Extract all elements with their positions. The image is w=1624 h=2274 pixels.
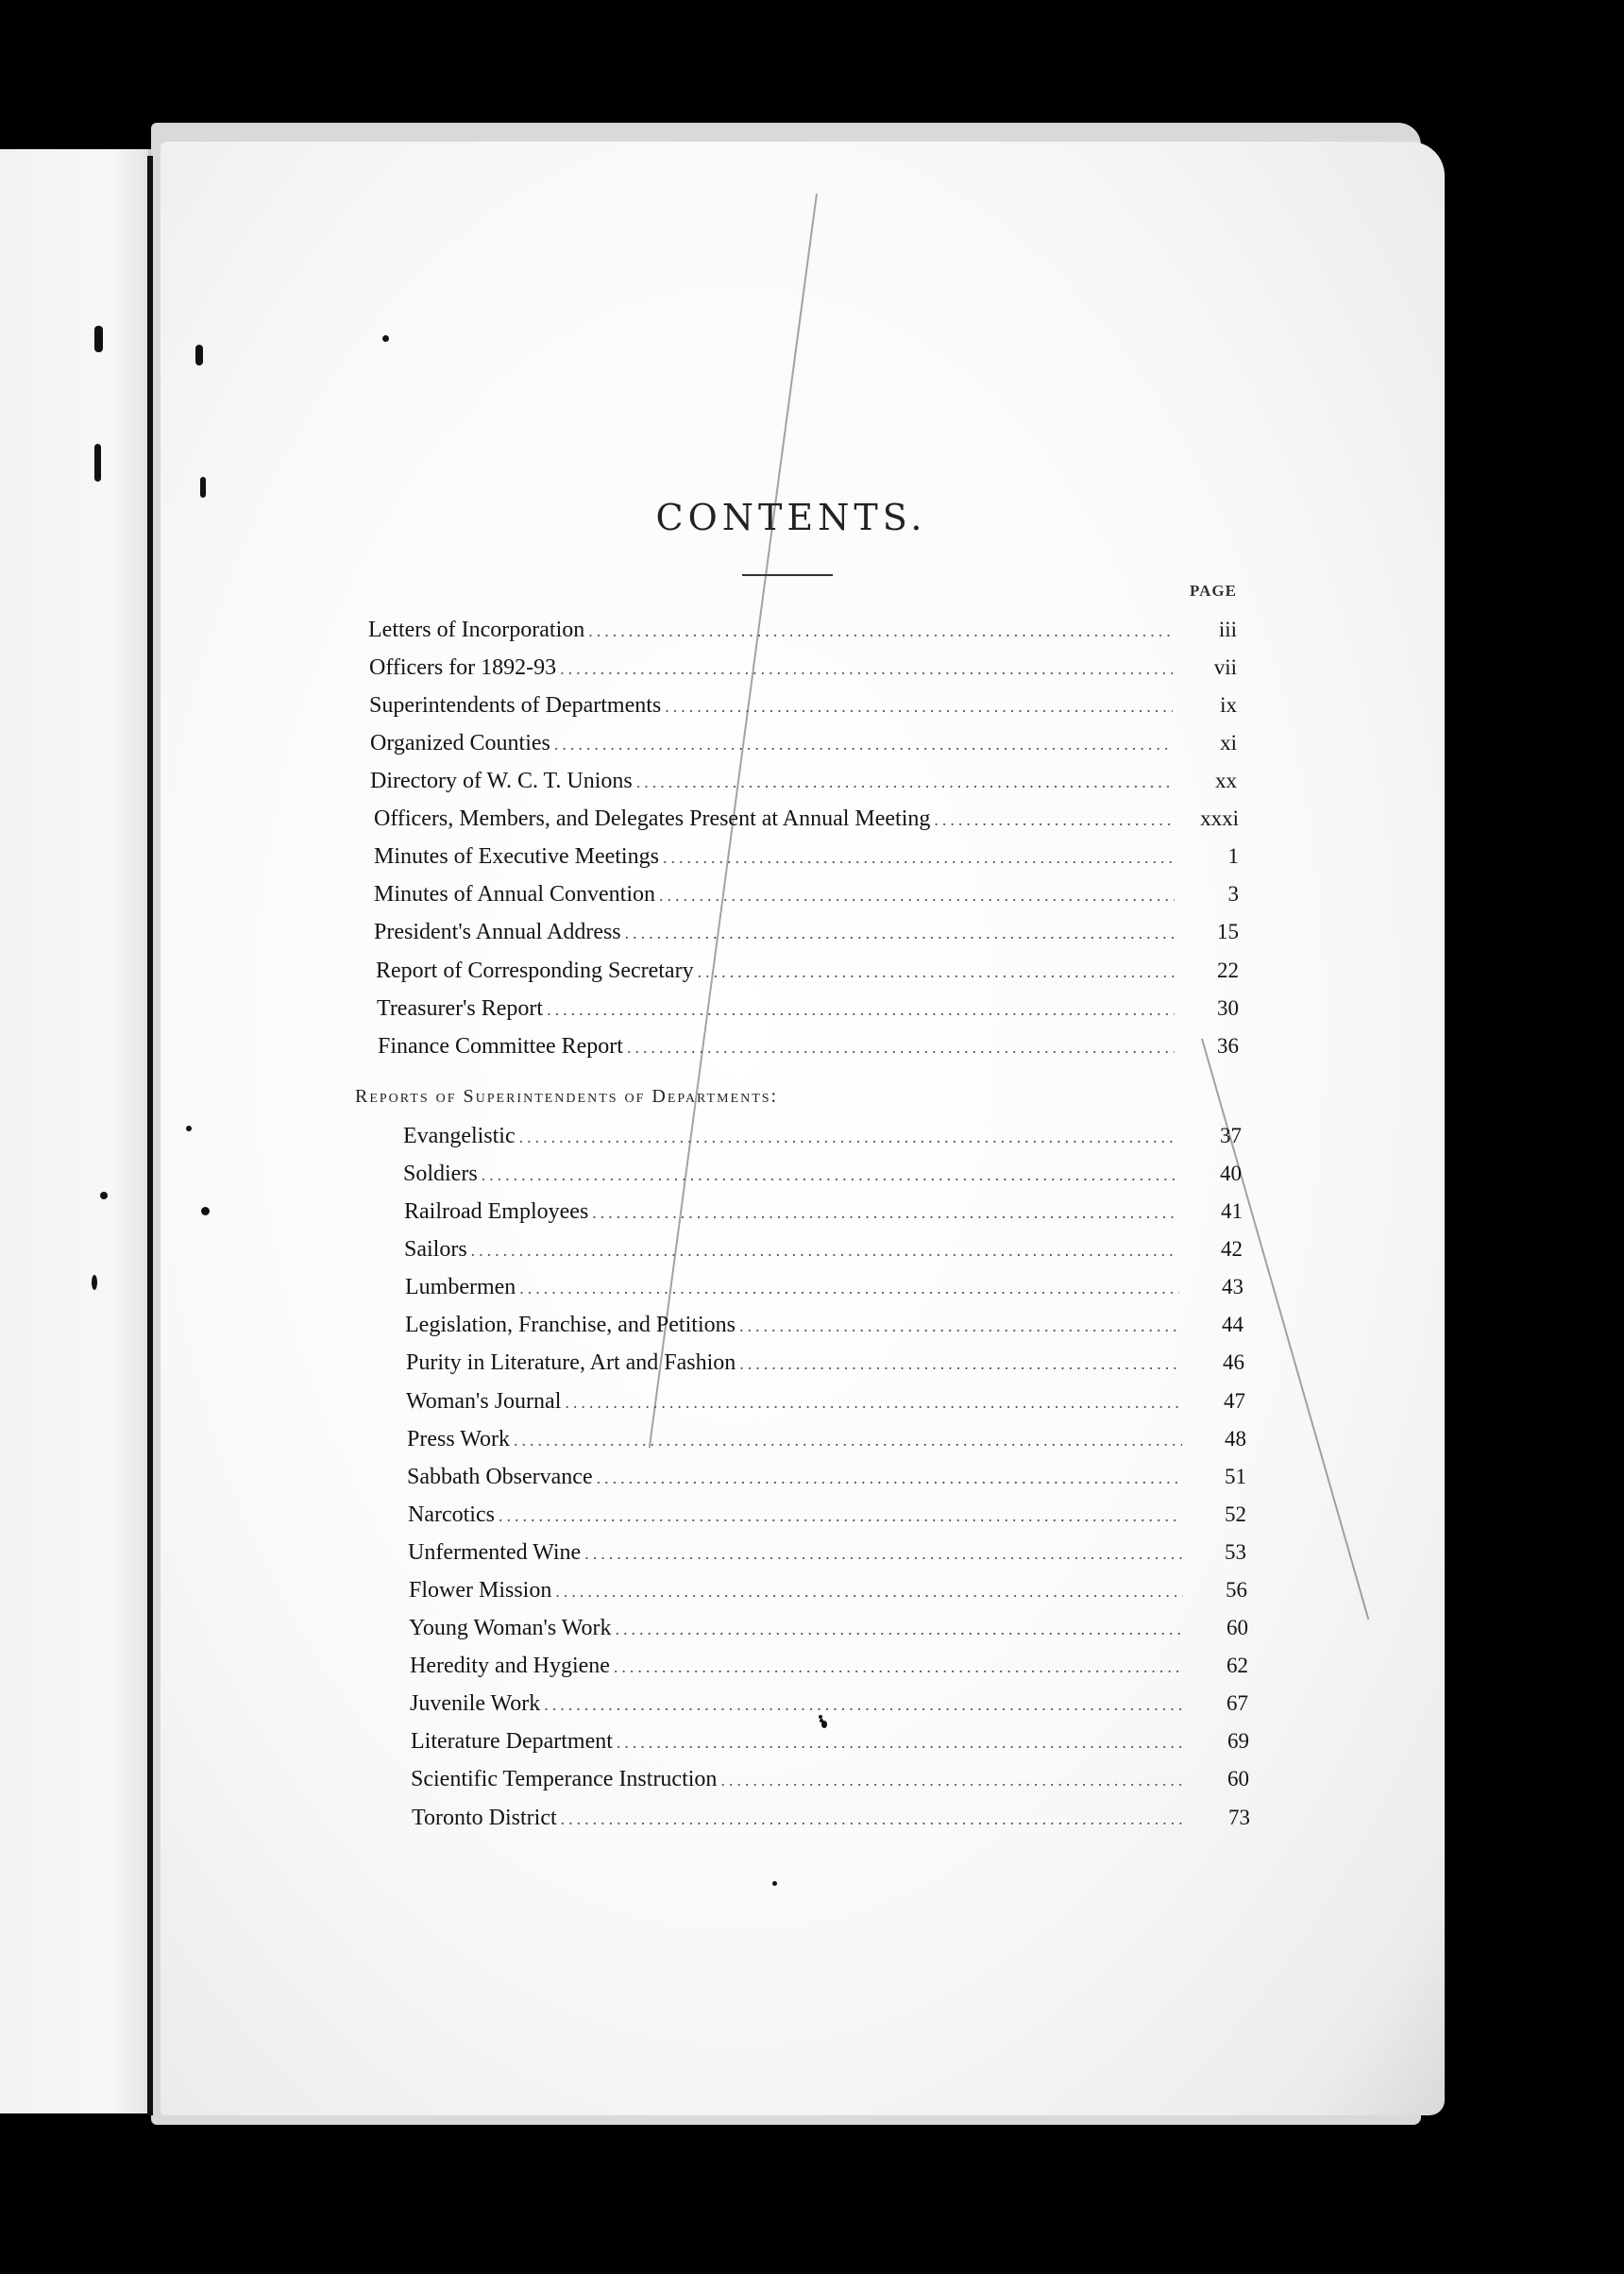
toc-entry-page: 60 bbox=[1226, 1616, 1248, 1639]
leader-dots bbox=[616, 1620, 1185, 1639]
toc-entry bbox=[368, 618, 1237, 650]
toc-entry-label: Letters of Incorporation bbox=[368, 618, 585, 642]
toc-entry bbox=[407, 1465, 1246, 1497]
toc-entry-label: Report of Corresponding Secretary bbox=[376, 959, 694, 983]
toc-entry-label: President's Annual Address bbox=[374, 920, 621, 944]
toc-entry-page: 36 bbox=[1217, 1034, 1239, 1058]
toc-entry-page: 30 bbox=[1217, 996, 1239, 1020]
leader-dots bbox=[934, 810, 1175, 830]
toc-entry-label: Flower Mission bbox=[409, 1578, 552, 1603]
toc-entry-page: ix bbox=[1220, 693, 1237, 717]
toc-entry-page: 56 bbox=[1226, 1578, 1247, 1602]
toc-entry-label: Legislation, Franchise, and Petitions bbox=[405, 1313, 736, 1337]
toc-entry-label: Press Work bbox=[407, 1427, 510, 1451]
toc-entry-label: Scientific Temperance Instruction bbox=[411, 1767, 718, 1791]
toc-entry-page: 15 bbox=[1217, 920, 1239, 943]
toc-entry bbox=[369, 693, 1237, 725]
leader-dots bbox=[514, 1431, 1182, 1451]
leader-dots bbox=[565, 1393, 1181, 1413]
leader-dots bbox=[544, 1695, 1184, 1715]
toc-entry-label: Toronto District bbox=[412, 1806, 557, 1830]
leader-dots bbox=[698, 962, 1175, 982]
toc-entry-label: Railroad Employees bbox=[404, 1199, 589, 1224]
toc-entry-page: 3 bbox=[1227, 882, 1239, 906]
toc-entry bbox=[408, 1502, 1246, 1535]
toc-entry bbox=[374, 844, 1239, 876]
toc-entry bbox=[408, 1540, 1246, 1572]
toc-entry bbox=[369, 655, 1237, 687]
toc-entry-page: 42 bbox=[1221, 1237, 1243, 1261]
book-spine bbox=[147, 156, 153, 2115]
toc-entry-page: vii bbox=[1213, 655, 1237, 679]
toc-entry-page: 40 bbox=[1220, 1162, 1242, 1185]
facing-page-edge bbox=[0, 149, 159, 2113]
toc-entry-page: 22 bbox=[1217, 959, 1239, 982]
toc-entry bbox=[406, 1350, 1244, 1383]
ink-speck bbox=[200, 477, 206, 498]
leader-dots bbox=[561, 1809, 1186, 1829]
ink-speck bbox=[201, 1207, 210, 1215]
ink-speck bbox=[92, 1275, 97, 1290]
toc-entry bbox=[374, 920, 1239, 952]
toc-entry-page: 62 bbox=[1226, 1654, 1248, 1677]
toc-entry-label: Treasurer's Report bbox=[377, 996, 544, 1021]
leader-dots bbox=[614, 1657, 1184, 1677]
toc-entry-label: Woman's Journal bbox=[406, 1389, 562, 1414]
toc-entry bbox=[406, 1389, 1245, 1421]
page-column-header: PAGE bbox=[1190, 582, 1237, 600]
ink-speck bbox=[186, 1126, 192, 1131]
ink-speck bbox=[195, 345, 203, 365]
toc-entry-page: xx bbox=[1215, 769, 1237, 792]
toc-entry-label: Finance Committee Report bbox=[378, 1034, 623, 1059]
toc-entry-label: Young Woman's Work bbox=[409, 1616, 612, 1640]
toc-entry-label: Lumbermen bbox=[405, 1275, 516, 1299]
toc-entry-page: 73 bbox=[1228, 1806, 1250, 1829]
leader-dots bbox=[519, 1128, 1177, 1147]
leader-dots bbox=[659, 886, 1175, 906]
leader-dots bbox=[636, 772, 1173, 792]
toc-entry bbox=[403, 1162, 1242, 1194]
leader-dots bbox=[739, 1354, 1180, 1374]
toc-entry-label: Officers, Members, and Delegates Present at Annual Meeting bbox=[374, 806, 931, 831]
toc-entry bbox=[370, 731, 1237, 763]
toc-entry-page: xxxi bbox=[1200, 806, 1239, 830]
toc-entry bbox=[405, 1313, 1243, 1345]
toc-entry bbox=[376, 959, 1239, 991]
toc-entry-page: 60 bbox=[1227, 1767, 1249, 1790]
leader-dots bbox=[547, 1000, 1175, 1020]
toc-entry-page: 47 bbox=[1224, 1389, 1245, 1413]
ink-speck bbox=[100, 1192, 108, 1199]
ink-speck bbox=[94, 444, 101, 482]
toc-entry bbox=[410, 1654, 1248, 1686]
section-heading: Reports of Superintendents of Departments: bbox=[355, 1086, 779, 1107]
toc-entry-label: Directory of W. C. T. Unions bbox=[370, 769, 633, 793]
leader-dots bbox=[588, 621, 1173, 641]
leader-dots bbox=[499, 1506, 1182, 1526]
toc-entry-page: 37 bbox=[1220, 1124, 1242, 1147]
toc-entry bbox=[404, 1199, 1243, 1231]
toc-entry-label: Literature Department bbox=[411, 1729, 613, 1754]
leader-dots bbox=[482, 1165, 1177, 1185]
toc-entry bbox=[409, 1616, 1248, 1648]
leader-dots bbox=[739, 1316, 1179, 1336]
toc-entry-page: 51 bbox=[1225, 1465, 1246, 1488]
toc-entry bbox=[411, 1767, 1249, 1799]
leader-dots bbox=[560, 659, 1173, 679]
toc-entry-label: Unfermented Wine bbox=[408, 1540, 582, 1565]
leader-dots bbox=[597, 1468, 1182, 1488]
toc-entry-page: 69 bbox=[1227, 1729, 1249, 1753]
leader-dots bbox=[625, 924, 1175, 943]
toc-entry-label: Juvenile Work bbox=[410, 1691, 541, 1716]
toc-entry bbox=[370, 769, 1237, 801]
toc-entry-label: Minutes of Executive Meetings bbox=[374, 844, 659, 869]
leader-dots bbox=[617, 1733, 1185, 1753]
toc-entry bbox=[410, 1691, 1248, 1723]
toc-entry-page: iii bbox=[1218, 618, 1237, 641]
toc-entry-label: Minutes of Annual Convention bbox=[374, 882, 655, 907]
toc-entry-page: 46 bbox=[1223, 1350, 1244, 1374]
leader-dots bbox=[554, 735, 1173, 755]
toc-entry-page: 53 bbox=[1225, 1540, 1246, 1564]
toc-entry-page: 41 bbox=[1221, 1199, 1243, 1223]
toc-entry-page: 1 bbox=[1227, 844, 1239, 868]
toc-entry-label: Evangelistic bbox=[403, 1124, 516, 1148]
ink-speck bbox=[382, 335, 389, 342]
toc-entry bbox=[412, 1806, 1250, 1838]
toc-entry-label: Organized Counties bbox=[370, 731, 550, 755]
toc-entry-page: 43 bbox=[1222, 1275, 1243, 1298]
toc-entry bbox=[405, 1275, 1243, 1307]
toc-entry-label: Sabbath Observance bbox=[407, 1465, 593, 1489]
toc-entry-page: xi bbox=[1220, 731, 1237, 755]
toc-entry bbox=[411, 1729, 1249, 1761]
title-underline bbox=[742, 574, 833, 576]
toc-entry-page: 52 bbox=[1225, 1502, 1246, 1526]
ink-speck bbox=[94, 326, 103, 352]
toc-entry-page: 44 bbox=[1222, 1313, 1243, 1336]
toc-entry bbox=[374, 806, 1239, 839]
toc-entry-label: Purity in Literature, Art and Fashion bbox=[406, 1350, 736, 1375]
toc-entry-label: Narcotics bbox=[408, 1502, 495, 1527]
leader-dots bbox=[471, 1241, 1178, 1261]
leader-dots bbox=[663, 848, 1175, 868]
leader-dots bbox=[555, 1582, 1183, 1602]
toc-entry bbox=[404, 1237, 1243, 1269]
leader-dots bbox=[720, 1771, 1185, 1790]
leader-dots bbox=[665, 697, 1173, 717]
toc-entry bbox=[377, 996, 1239, 1028]
toc-entry-page: 67 bbox=[1226, 1691, 1248, 1715]
ink-speck bbox=[772, 1881, 777, 1886]
toc-entry bbox=[409, 1578, 1247, 1610]
leader-dots bbox=[584, 1544, 1182, 1564]
toc-entry-label: Sailors bbox=[404, 1237, 467, 1262]
leader-dots bbox=[519, 1279, 1179, 1298]
toc-entry-label: Officers for 1892-93 bbox=[369, 655, 557, 680]
page-title: CONTENTS. bbox=[655, 497, 927, 538]
toc-entry bbox=[374, 882, 1239, 914]
leader-dots bbox=[627, 1038, 1175, 1058]
toc-entry bbox=[403, 1124, 1242, 1156]
toc-entry-label: Superintendents of Departments bbox=[369, 693, 662, 718]
toc-entry bbox=[378, 1034, 1239, 1066]
toc-entry-label: Soldiers bbox=[403, 1162, 478, 1186]
toc-entry-label: Heredity and Hygiene bbox=[410, 1654, 610, 1678]
leader-dots bbox=[592, 1203, 1178, 1223]
toc-entry bbox=[407, 1427, 1246, 1459]
toc-entry-page: 48 bbox=[1225, 1427, 1246, 1451]
